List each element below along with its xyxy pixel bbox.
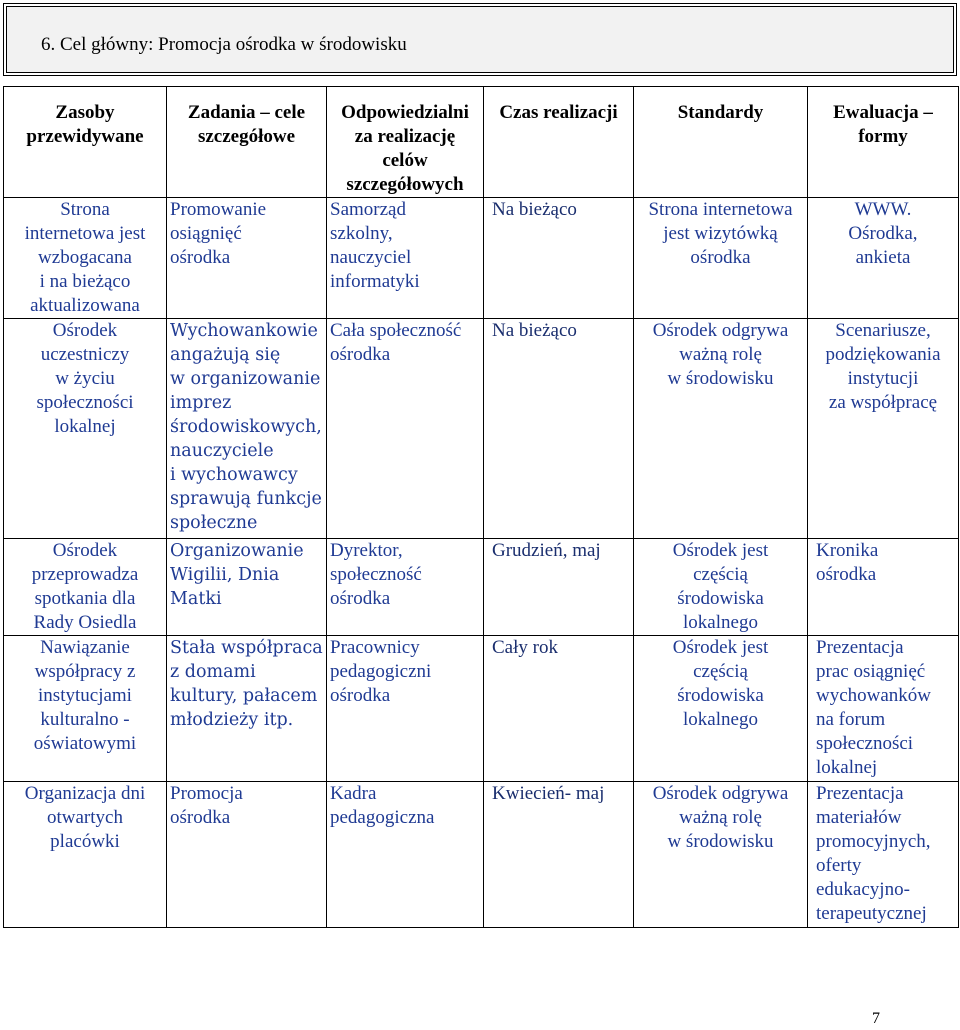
section-title: 6. Cel główny: Promocja ośrodka w środowisku [41,34,407,55]
section-title-band [6,6,954,73]
goal-plan-table [3,86,959,928]
cell-standardy: Ośrodek jest częścią środowiska lokalnego [634,636,808,782]
header-zasoby: Zasoby przewidywane [4,87,167,198]
cell-ewaluacja: Prezentacja materiałów promocyjnych, oferty edukacyjno- terapeutycznej [808,782,959,928]
page-number: 7 [872,1010,880,1027]
cell-zadania: Wychowankowie angażują się w organizowanie imprez środowiskowych, nauczyciele i wychowawcy sprawują funkcje społeczne [167,319,327,539]
cell-zadania: Stała współpraca z domami kultury, pałacem młodzieży itp. [167,636,327,782]
cell-czas: Na bieżąco [484,319,634,539]
cell-zasoby: Ośrodek uczestniczy w życiu społeczności lokalnej [4,319,167,539]
cell-zadania: Organizowanie Wigilii, Dnia Matki [167,539,327,636]
table-row [4,198,959,319]
table-row [4,319,959,539]
header-odpowiedzialni: Odpowiedzialni za realizację celów szczegółowych [327,87,484,198]
header-czas: Czas realizacji [484,87,634,198]
cell-standardy: Ośrodek odgrywa ważną rolę w środowisku [634,782,808,928]
cell-czas: Cały rok [484,636,634,782]
cell-czas: Grudzień, maj [484,539,634,636]
cell-zasoby: Nawiązanie współpracy z instytucjami kulturalno - oświatowymi [4,636,167,782]
header-standardy: Standardy [634,87,808,198]
cell-standardy: Strona internetowa jest wizytówką ośrodka [634,198,808,319]
cell-odpowiedzialni: Samorząd szkolny, nauczyciel informatyki [327,198,484,319]
cell-zadania: Promocja ośrodka [167,782,327,928]
section-title-box [3,3,957,76]
cell-czas: Na bieżąco [484,198,634,319]
cell-standardy: Ośrodek odgrywa ważną rolę w środowisku [634,319,808,539]
cell-ewaluacja: Prezentacja prac osiągnięć wychowanków na forum społeczności lokalnej [808,636,959,782]
cell-ewaluacja: WWW. Ośrodka, ankieta [808,198,959,319]
table-header-row [4,87,959,198]
cell-odpowiedzialni: Kadra pedagogiczna [327,782,484,928]
header-zadania: Zadania – cele szczegółowe [167,87,327,198]
cell-zasoby: Ośrodek przeprowadza spotkania dla Rady Osiedla [4,539,167,636]
header-ewaluacja: Ewaluacja – formy [808,87,959,198]
cell-odpowiedzialni: Cała społeczność ośrodka [327,319,484,539]
cell-czas: Kwiecień- maj [484,782,634,928]
cell-zasoby: Strona internetowa jest wzbogacana i na bieżąco aktualizowana [4,198,167,319]
table-row [4,782,959,928]
cell-zasoby: Organizacja dni otwartych placówki [4,782,167,928]
cell-odpowiedzialni: Pracownicy pedagogiczni ośrodka [327,636,484,782]
cell-zadania: Promowanie osiągnięć ośrodka [167,198,327,319]
cell-ewaluacja: Kronika ośrodka [808,539,959,636]
table-row [4,539,959,636]
cell-odpowiedzialni: Dyrektor, społeczność ośrodka [327,539,484,636]
table-row [4,636,959,782]
cell-ewaluacja: Scenariusze, podziękowania instytucji za współpracę [808,319,959,539]
cell-standardy: Ośrodek jest częścią środowiska lokalnego [634,539,808,636]
